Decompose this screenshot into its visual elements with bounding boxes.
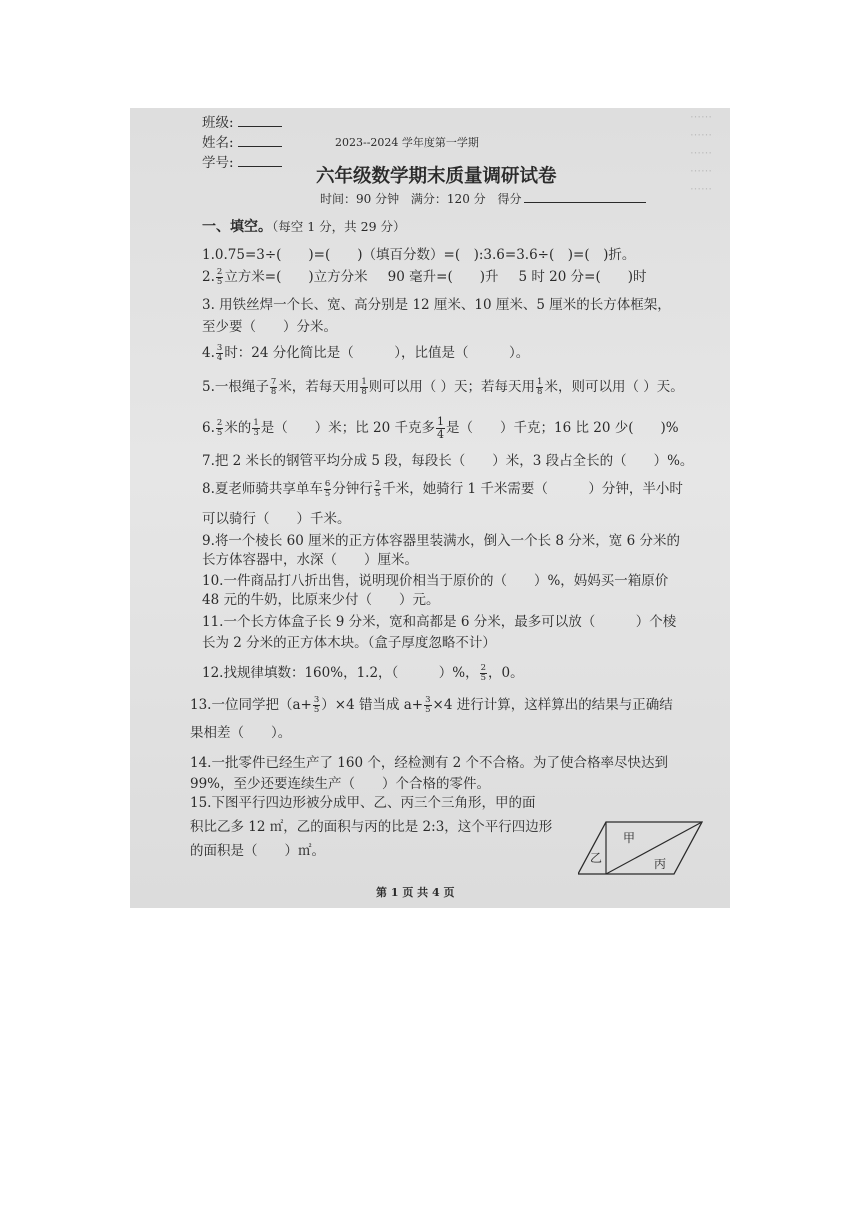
bleed-through-text: ⋯⋯ ⋯⋯ ⋯⋯ ⋯⋯ ⋯⋯ <box>690 110 712 195</box>
fraction: $\frac{6}{5}$ <box>324 479 331 499</box>
fraction: $\frac{7}{8}$ <box>270 377 277 397</box>
fraction: $\frac{2}{5}$ <box>216 418 223 438</box>
question-6: 6. $\frac{2}{5}$ 米的 $\frac{1}{3}$ 是（ ）米；比 20 千克多 $\frac{1}{4}$ 是（ ）千克；16 比 20 少( )% <box>202 415 679 441</box>
exam-meta <box>320 190 646 208</box>
student-no-field <box>202 154 282 172</box>
question-12: 12.找规律填数：160%，1.2，（ ）%， $\frac{2}{5}$ ，0。 <box>202 663 524 683</box>
question-9-line-2: 长方体容器中，水深（ ）厘米。 <box>202 552 418 568</box>
fraction: $\frac{1}{8}$ <box>361 377 367 397</box>
class-blank <box>238 114 282 127</box>
fraction: $\frac{2}{5}$ <box>374 479 381 499</box>
student-no-blank <box>238 154 282 167</box>
class-field <box>202 114 282 132</box>
question-1: 1.0.75=3÷( )=( )（填百分数）=( ):3.6=3.6÷( )=( )折。 <box>202 247 636 263</box>
question-15-line-1: 15.下图平行四边形被分成甲、乙、丙三个三角形，甲的面 <box>190 795 536 811</box>
parallelogram-figure <box>578 818 706 878</box>
page-footer: 第 1 页 共 4 页 <box>376 886 455 899</box>
question-7: 7.把 2 米长的钢管平均分成 5 段，每段长（ ）米，3 段占全长的（ ）%。 <box>202 453 694 469</box>
question-2: 2. $\frac{2}{5}$ 立方米=( )立方分米 90 毫升=( )升 5 时 20 分=( )时 <box>202 267 647 287</box>
fraction: $\frac{1}{3}$ <box>253 418 259 438</box>
class-label: 班级: <box>202 115 234 131</box>
question-3-line-1: 3. 用铁丝焊一个长、宽、高分别是 12 厘米、10 厘米、5 厘米的长方体框架， <box>202 297 671 313</box>
question-8-line-2: 可以骑行（ ）千米。 <box>202 511 351 527</box>
question-14-line-2: 99%，至少还要连续生产（ ）个合格的零件。 <box>190 776 491 792</box>
label-yi: 乙 <box>590 851 603 865</box>
fraction: $\frac{3}{4}$ <box>216 343 223 363</box>
label-jia: 甲 <box>623 831 636 845</box>
question-4: 4. $\frac{3}{4}$ 时：24 分化简比是（ ），比值是（ ）。 <box>202 343 530 363</box>
question-10-line-1: 10.一件商品打八折出售，说明现价相当于原价的（ ）%，妈妈买一箱原价 <box>202 573 669 589</box>
exam-title: 六年级数学期末质量调研试卷 <box>316 166 557 187</box>
question-10-line-2: 48 元的牛奶，比原来少付（ ）元。 <box>202 592 440 608</box>
section-1-header <box>202 218 406 236</box>
term: 2023--2024 学年度第一学期 <box>335 136 479 149</box>
question-11-line-2: 长为 2 分米的正方体木块。（盒子厚度忽略不计） <box>202 635 496 651</box>
student-no-label: 学号: <box>202 155 234 171</box>
fraction: $\frac{3}{5}$ <box>425 695 431 715</box>
section-1-heading: 一、填空。 <box>202 219 272 235</box>
question-15-line-2: 积比乙多 12 ㎡，乙的面积与丙的比是 2:3，这个平行四边形 <box>190 819 553 835</box>
score-label: 得分 <box>497 192 522 206</box>
question-13-line-1: 13.一位同学把（a+ $\frac{3}{5}$ ）×4 错当成 a+ $\frac{3}{5}$ ×4 进行计算，这样算出的结果与正确结 <box>190 695 673 715</box>
question-8-line-1: 8.夏老师骑共享单车 $\frac{6}{5}$ 分钟行 $\frac{2}{5}$ 千米，她骑行 1 千米需要（ ）分钟，半小时 <box>202 479 683 499</box>
name-field <box>202 134 282 152</box>
label-bing: 丙 <box>654 857 667 871</box>
question-15-line-3: 的面积是（ ）㎡。 <box>190 843 325 859</box>
parallelogram-outline <box>578 822 702 874</box>
question-5: 5.一根绳子 $\frac{7}{8}$ 米，若每天用 $\frac{1}{8}$ 则可以用（ ）天；若每天用 $\frac{1}{8}$ 米，则可以用（ ）天。 <box>202 377 684 397</box>
question-11-line-1: 11.一个长方体盒子长 9 分米，宽和高都是 6 分米，最多可以放（ ）个棱 <box>202 614 677 630</box>
question-14-line-1: 14.一批零件已经生产了 160 个，经检测有 2 个不合格。为了使合格率尽快达到 <box>190 755 668 771</box>
fraction: $\frac{2}{5}$ <box>216 267 223 287</box>
fraction: $\frac{1}{8}$ <box>537 377 543 397</box>
score-blank <box>524 190 646 203</box>
fraction: $\frac{1}{4}$ <box>437 415 444 441</box>
question-3-line-2: 至少要（ ）分米。 <box>202 319 337 335</box>
question-13-line-2: 果相差（ ）。 <box>190 725 292 741</box>
time-limit: 时间：90 分钟 <box>320 192 400 206</box>
name-blank <box>238 134 282 147</box>
exam-photo <box>130 108 730 908</box>
question-9-line-1: 9.将一个棱长 60 厘米的正方体容器里装满水，倒入一个长 8 分米，宽 6 分米的 <box>202 533 680 549</box>
fraction: $\frac{3}{5}$ <box>313 695 320 715</box>
section-1-note: （每空 1 分，共 29 分） <box>272 219 406 234</box>
name-label: 姓名: <box>202 135 234 151</box>
fraction: $\frac{2}{5}$ <box>480 663 487 683</box>
full-score: 满分：120 分 <box>410 192 486 206</box>
